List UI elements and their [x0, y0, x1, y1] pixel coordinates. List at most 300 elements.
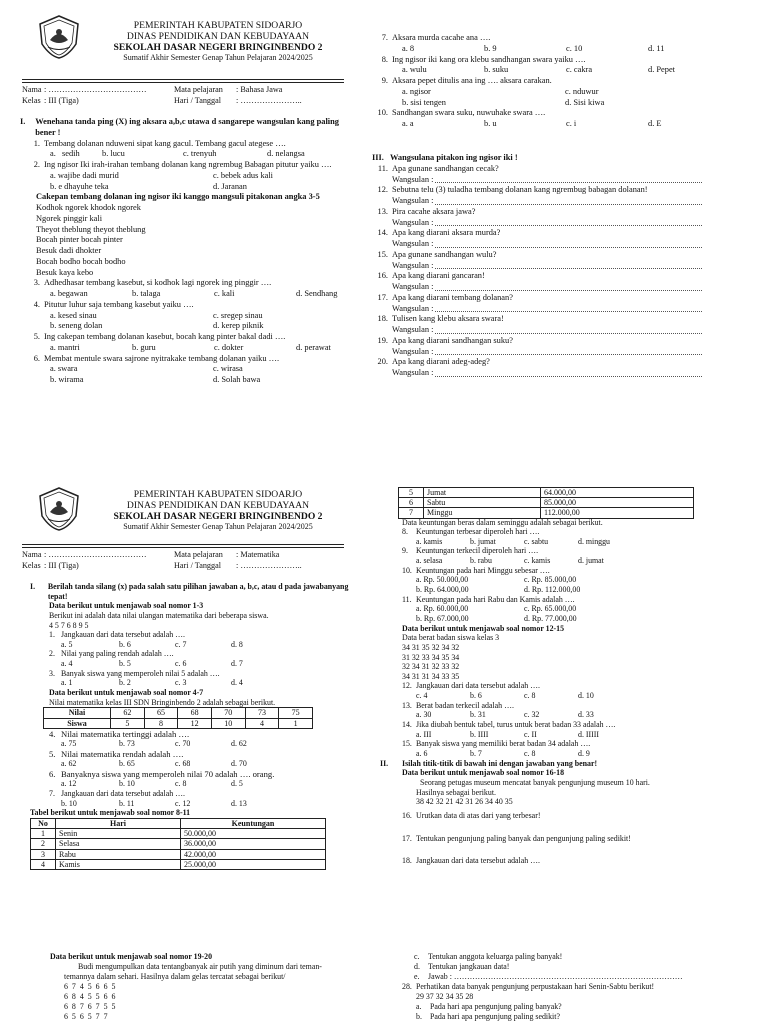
option-c[interactable]: c. trenyuh — [183, 149, 217, 159]
question-5: 5. Ing cakepan tembang dolanan kasebut, bocah kang pinter bakal dadi …. — [33, 332, 286, 341]
answer-line[interactable] — [372, 218, 702, 229]
table-cell: 7 — [399, 508, 424, 518]
option-b[interactable]: b. suku — [484, 65, 509, 75]
question-number: 17. — [377, 292, 388, 302]
answer-blank[interactable] — [435, 282, 702, 291]
essay-question — [372, 314, 702, 325]
option-c[interactable]: c. sabtu — [524, 536, 549, 546]
option-a[interactable]: a. begawan — [50, 289, 88, 298]
option-d[interactable]: d. jumat — [578, 556, 604, 566]
option-b[interactable]: b. 6 — [470, 691, 482, 701]
question-2: 2. Ing ngisor Iki irah-irahan tembang dolanan kang ngrembug Babagan pitutur yaiku …. — [33, 160, 332, 169]
option-d[interactable]: d. 11 — [648, 43, 665, 53]
table-row — [31, 849, 326, 859]
option-a[interactable]: a. a — [402, 119, 414, 128]
nama-label: Nama — [22, 550, 42, 559]
table-cell: 25.000,00 — [181, 859, 326, 869]
question-text: Jangkauan dari data tersebut adalah …. — [416, 681, 541, 691]
lyrics-block — [20, 203, 350, 278]
table-header: No — [31, 819, 56, 829]
lyric-line: Bocah pinter bocah pinter — [36, 235, 123, 245]
lyric-line: Theyot theblung theyot theblung — [36, 224, 146, 234]
question-number: 13. — [377, 206, 388, 216]
option-b[interactable]: b. 65 — [119, 759, 135, 769]
table-cell: 4 — [245, 718, 279, 728]
question-3: 3. Adhedhasar tembang kasebut, si kodhok lagi ngorek ing pinggir …. — [33, 278, 272, 288]
option-c[interactable]: c. dokter — [214, 342, 244, 352]
option-c[interactable]: c. cakra — [566, 65, 593, 75]
question-text: Keuntungan pada hari Minggu sebesar …. — [416, 565, 550, 575]
option-b[interactable]: b. 6 — [119, 639, 131, 649]
option-a[interactable]: a. 12 — [61, 779, 77, 789]
option-a[interactable]: a. mantri — [50, 342, 80, 352]
option-a[interactable]: a. Rp. 60.000,00 — [416, 604, 469, 614]
option-d[interactable]: d. Rp. 112.000,00 — [524, 585, 581, 595]
question-text: Tembang dolanan nduweni sipat kang gacul. Tembang gacul ategese …. — [44, 138, 286, 148]
data-values: 31 32 33 34 35 34 — [402, 652, 460, 662]
data-description: temannya dalam sehari. Hasilnya dalam gelas tercatat sebagai berikut/ — [64, 971, 286, 981]
option-c[interactable]: c. kamis — [524, 556, 551, 566]
option-a[interactable]: a. Rp. 50.000,00 — [416, 575, 469, 585]
question-text: Aksara murda cacahe ana …. — [392, 33, 491, 42]
option-a[interactable]: a. 4 — [61, 659, 73, 669]
option-b[interactable]: b. Rp. 67.000,00 — [416, 613, 469, 623]
data-description: Data berat badan siswa kelas 3 — [402, 633, 500, 643]
question-10: 10. Sandhangan swara suku, nuwuhake swara …. — [377, 108, 546, 118]
option-c[interactable]: c. 8 — [524, 691, 536, 701]
data-description: Seorang petugas museum mencatat banyak pengunjung museum 10 hari. — [420, 777, 650, 787]
table-cell: 85.000,00 — [541, 498, 694, 508]
option-b[interactable]: b. 2 — [119, 678, 131, 688]
question-7: 7. Jangkauan dari data tersebut adalah …. — [49, 789, 186, 799]
option-d[interactable]: d. Sisi kiwa — [565, 97, 605, 107]
option-d[interactable]: d. Solah bawa — [213, 375, 261, 384]
question-7-options — [372, 44, 702, 55]
option-c[interactable]: c. 6 — [175, 659, 187, 669]
lyric-line: Kodhok ngorek khodok ngorek — [36, 203, 141, 212]
question-text: Jangkauan dari data tersebut adalah …. — [416, 856, 541, 866]
option-b[interactable]: b. 7 — [470, 748, 482, 758]
school-header — [98, 20, 338, 63]
data-values: 34 31 31 34 33 35 — [402, 671, 460, 681]
table-cell: 5 — [111, 718, 145, 728]
question-7: 7. Aksara murda cacahe ana …. — [381, 33, 491, 42]
data-description: Hasilnya sebagai berikut. — [416, 787, 496, 797]
option-c[interactable]: c. bebek adus kali — [213, 170, 273, 180]
option-d[interactable]: d. Rp. 77.000,00 — [524, 613, 577, 623]
item-d: d. Tentukan jangkauan data! — [414, 961, 510, 971]
question-text: Aksara pepet ditulis ana ing …. aksara carakan. — [392, 76, 552, 85]
answer-blank[interactable] — [435, 239, 702, 248]
option-b[interactable]: b. IIII — [470, 729, 489, 739]
header-line-4: Sumatif Akhir Semester Genap Tahun Pelajaran 2024/2025 — [123, 522, 313, 532]
question-number: 16. — [377, 271, 388, 281]
table-cell: 2 — [31, 839, 56, 849]
question-12: 12. Jangkauan dari data tersebut adalah …. — [402, 681, 541, 691]
header-line-2: DINAS PENDIDIKAN DAN KEBUDAYAAN — [126, 31, 310, 43]
question-7-options — [49, 799, 350, 809]
item-a: a. Pada hari apa pengunjung paling banyak? — [416, 1001, 562, 1011]
question-text: Nilai matematika rendah adalah …. — [61, 748, 184, 759]
option-d[interactable]: d. 62 — [231, 739, 247, 749]
data-values: 29 37 32 34 35 28 — [416, 991, 474, 1001]
answer-line[interactable] — [372, 175, 702, 186]
option-a[interactable]: a. III — [416, 729, 432, 739]
data-description: Nilai matematika kelas III SDN Bringinbendo 2 adalah sebagai berikut. — [49, 697, 276, 707]
answer-line[interactable] — [372, 368, 702, 379]
table-cell: Kamis — [56, 859, 181, 869]
option-b[interactable]: b. 11 — [119, 798, 135, 808]
page1-left-column — [20, 117, 350, 386]
section-number: I. — [20, 117, 26, 126]
header-rule-thin — [22, 547, 344, 548]
answer-label: Wangsulan : — [392, 174, 434, 184]
option-b[interactable]: b. 9 — [484, 43, 497, 53]
option-d[interactable]: d. 13 — [231, 798, 247, 808]
table-cell: 68 — [178, 708, 212, 718]
essay-question — [372, 293, 702, 304]
hari-field[interactable]: : ………………….. — [236, 95, 302, 105]
table-cell: 73 — [245, 708, 279, 718]
option-b[interactable]: b. lucu — [102, 149, 125, 159]
question-9: 9. Keuntungan terkecil diperoleh hari …. — [402, 546, 539, 556]
table-cell: Minggu — [424, 508, 541, 518]
option-a[interactable]: a. kesed sinau — [50, 310, 97, 320]
option-b[interactable]: b. Rp. 64.000,00 — [416, 585, 469, 595]
table-cell: Selasa — [56, 839, 181, 849]
section-heading — [30, 582, 350, 601]
question-1-options — [49, 640, 350, 650]
option-b[interactable]: b. rabu — [470, 556, 492, 566]
answer-line[interactable] — [372, 282, 702, 293]
question-10: 10. Keuntungan pada hari Minggu sebesar …. — [402, 565, 550, 575]
option-a[interactable]: a. selasa — [416, 556, 443, 566]
question-5-options — [20, 343, 350, 354]
question-text: Tentukan pengunjung paling banyak dan pengunjung paling sedikit! — [416, 834, 631, 844]
item-b: b. Pada hari apa pengunjung paling sedikit? — [416, 1011, 560, 1021]
question-11: 11. Keuntungan pada hari Rabu dan Kamis adalah …. — [402, 594, 575, 604]
question-4-options-row2 — [20, 321, 350, 332]
option-c[interactable]: c. 8 — [175, 779, 187, 789]
table-cell: Sabtu — [424, 498, 541, 508]
nama-field[interactable]: : ……………………………… — [44, 550, 147, 559]
hari-field[interactable]: : ………………….. — [236, 560, 302, 570]
question-text: Keuntungan terbesar diperoleh hari …. — [416, 527, 540, 537]
lyrics-instruction: Cakepan tembang dolanan ing ngisor iki kanggo mangsuli pitakonan angka 3-5 — [36, 192, 320, 202]
option-d[interactable]: d. 33 — [578, 710, 594, 720]
table-header: Siswa — [44, 718, 111, 728]
option-c[interactable]: c. 7 — [175, 639, 187, 649]
header-rule — [22, 544, 344, 545]
option-c[interactable]: c. 70 — [175, 739, 191, 749]
table-row — [31, 839, 326, 849]
section-heading — [20, 117, 350, 139]
header-rule-thin — [22, 82, 344, 83]
option-d[interactable]: d. 7 — [231, 659, 243, 669]
option-c[interactable]: c. 68 — [175, 759, 191, 769]
option-c[interactable]: c. 8 — [524, 748, 536, 758]
student-info-1 — [22, 85, 352, 106]
table-title: Tabel berikut untuk menjawab soal nomor 8-11 — [30, 808, 191, 818]
question-text: Tentukan jangkauan data! — [428, 961, 510, 971]
option-c[interactable]: c. Rp. 65.000,00 — [524, 604, 577, 614]
option-d[interactable]: d. nelangsa — [267, 149, 305, 159]
question-10-options — [372, 119, 702, 130]
question-text: Apa gunane sandhangan cecak? — [392, 163, 499, 173]
question-text: Sandhangan swara suku, nuwuhake swara …. — [392, 108, 546, 118]
question-text: Tentukan anggota keluarga paling banyak! — [428, 952, 563, 961]
option-d[interactable]: d. E — [648, 119, 662, 128]
option-b[interactable]: b. 31 — [470, 710, 486, 720]
question-text: Jangkauan dari data tersebut adalah …. — [61, 789, 186, 799]
question-1: 1. Jangkauan dari data tersebut adalah …. — [49, 630, 186, 640]
table-cell: 4 — [31, 859, 56, 869]
question-4-options — [49, 739, 350, 749]
option-c[interactable]: c. kali — [214, 289, 235, 298]
mapel-value: : Bahasa Jawa — [236, 85, 283, 94]
option-a[interactable]: a. 5 — [61, 639, 73, 649]
page2-right-column — [380, 487, 700, 866]
data-description: Budi mengumpulkan data tentangbanyak air putih yang diminum dari teman- — [78, 961, 322, 971]
option-d[interactable]: d. perawat — [296, 342, 331, 352]
option-b[interactable]: b. 5 — [119, 659, 131, 669]
page1-right-column — [372, 33, 702, 130]
option-a[interactable]: sedih — [62, 149, 80, 159]
question-11-options-row1 — [402, 604, 700, 614]
section-instructions: Berilah tanda silang (x) pada salah satu pilihan jawaban a, b,c, atau d pada jawabanyang tepat! — [47, 582, 349, 601]
option-a[interactable]: a. 75 — [61, 739, 77, 749]
section-heading — [372, 153, 702, 164]
option-a[interactable]: a. 1 — [61, 678, 73, 688]
question-13: 13. Berat badan terkecil adalah …. — [402, 700, 514, 710]
table-cell: Jumat — [424, 488, 541, 498]
option-a[interactable]: a. ngisor — [402, 86, 431, 96]
option-c[interactable]: c. 10 — [566, 43, 583, 53]
question-2-options — [49, 659, 350, 669]
answer-label: Wangsulan : — [392, 260, 434, 270]
lyric-line: Besuk dadi dhokter — [36, 246, 102, 255]
question-text: Pitutur luhur saja tembang kasebut yaiku …. — [44, 299, 194, 309]
question-text: Apa gunane sandhangan wulu? — [392, 249, 497, 259]
answer-blank[interactable] — [435, 325, 702, 334]
table-row — [31, 819, 326, 829]
essay-question — [372, 336, 702, 347]
option-b[interactable]: b. guru — [132, 342, 156, 352]
question-text: Ing ngisor Iki irah-irahan tembang dolanan kang ngrembug Babagan pitutur yaiku …. — [44, 160, 332, 169]
kelas-label: Kelas — [22, 560, 41, 570]
answer-blank[interactable] — [435, 175, 702, 184]
data-values: 34 31 35 32 34 32 — [402, 642, 460, 652]
question-number: 15. — [377, 249, 388, 259]
page3-left-column — [50, 952, 350, 1022]
option-b[interactable]: b. talaga — [132, 289, 161, 298]
option-c[interactable]: c. Rp. 85.000,00 — [524, 575, 577, 585]
option-d[interactable]: d. 10 — [578, 691, 594, 701]
header-line-4: Sumatif Akhir Semester Genap Tahun Pelajaran 2024/2025 — [123, 53, 313, 63]
option-b[interactable]: b. 73 — [119, 739, 135, 749]
data-title: Data berikut untuk menjawab soal nomor 4-7 — [49, 688, 204, 698]
question-8: 8. Ing ngisor iki kang ora klebu sandhangan swara yaiku …. — [381, 54, 586, 64]
question-2-options-row2 — [20, 182, 350, 193]
header-line-2: DINAS PENDIDIKAN DAN KEBUDAYAAN — [126, 500, 310, 512]
answer-line[interactable] — [372, 304, 702, 315]
essay-question — [372, 271, 702, 282]
question-5: 5. Nilai matematika rendah adalah …. — [49, 748, 184, 759]
answer-line[interactable] — [372, 325, 702, 336]
essay-question — [372, 185, 702, 196]
question-1: 1. Tembang dolanan nduweni sipat kang gacul. Tembang gacul ategese …. — [33, 138, 286, 148]
option-c[interactable]: c. 3 — [175, 678, 187, 688]
option-a[interactable]: a. wulu — [402, 65, 427, 75]
question-text: Banyak siswa yang memperoleh nilai 5 adalah …. — [61, 668, 220, 678]
section-instructions: Isilah titik-titik di bawah ini dengan jawaban yang benar! — [402, 758, 598, 768]
answer-blank[interactable] — [435, 196, 702, 205]
option-a[interactable]: a. wajibe dadi murid — [50, 170, 119, 180]
question-text: Ing cakepan tembang dolanan kasebut, bocah kang pinter bakal dadi …. — [44, 332, 286, 341]
answer-blank[interactable] — [435, 368, 702, 377]
option-b[interactable]: b. jumat — [470, 536, 496, 546]
header-rule — [22, 79, 344, 80]
question-4-options-row1 — [20, 311, 350, 322]
answer-blank[interactable] — [435, 304, 702, 313]
option-d[interactable]: d. IIIII — [578, 729, 600, 739]
question-6-options-row1 — [20, 364, 350, 375]
data-title: Data berikut untuk menjawab soal nomor 19-20 — [50, 952, 213, 961]
option-b[interactable]: b. 10 — [119, 779, 135, 789]
question-10-options-row1 — [402, 575, 700, 585]
essay-question — [372, 207, 702, 218]
section-instructions: Wangsulana pitakon ing ngisor iki ! — [390, 153, 518, 162]
answer-field[interactable]: Jawab : …………………………………………………………………………… — [428, 971, 683, 981]
table-row — [399, 498, 694, 508]
table-row — [44, 708, 313, 718]
option-d[interactable]: d. 5 — [231, 779, 243, 789]
question-text: Apa kang diarani adeg-adeg? — [392, 357, 490, 367]
page2-left-column — [30, 582, 350, 870]
option-d[interactable]: d. minggu — [578, 536, 611, 546]
hari-label: Hari / Tanggal — [174, 95, 222, 105]
keuntungan-table-continued — [398, 487, 694, 519]
table-cell: 42.000,00 — [181, 849, 326, 859]
data-values: 38 42 32 21 42 31 26 34 40 35 — [416, 797, 513, 807]
option-c[interactable]: c. II — [524, 729, 537, 739]
question-text: Perhatikan data banyak pengunjung perpustakaan hari Senin-Sabtu berikut! — [416, 981, 655, 991]
option-d[interactable]: d. 8 — [231, 639, 243, 649]
question-5-options — [49, 759, 350, 769]
answer-blank[interactable] — [435, 261, 702, 270]
question-1-options — [20, 149, 350, 160]
item-c: c. Tentukan anggota keluarga paling banyak! — [414, 952, 563, 961]
table-cell: 64.000,00 — [541, 488, 694, 498]
question-number: 19. — [377, 335, 388, 345]
question-15: 15. Banyak siswa yang memiliki berat badan 34 adalah …. — [402, 739, 591, 749]
answer-line[interactable] — [372, 261, 702, 272]
question-6: 6. Membat mentule swara sajrone nyitrakake tembang dolanan yaiku …. — [33, 353, 280, 363]
option-c[interactable]: c. nduwur — [565, 86, 599, 96]
nama-field[interactable]: : ……………………………… — [44, 85, 147, 94]
answer-line[interactable] — [372, 347, 702, 358]
option-c[interactable]: c. wirasa — [213, 364, 243, 374]
table-row — [44, 718, 313, 728]
option-a[interactable]: a. kamis — [416, 536, 443, 546]
option-b[interactable]: b. e dhayuhe teka — [50, 181, 109, 191]
question-text: Ing ngisor iki kang ora klebu sandhangan swara yaiku …. — [392, 54, 586, 64]
kelas-value: : III (Tiga) — [44, 560, 79, 570]
option-a[interactable]: a. 30 — [416, 710, 432, 720]
option-d[interactable]: d. 9 — [578, 748, 590, 758]
question-text: Pira cacahe aksara jawa? — [392, 206, 476, 216]
lyric-line: Bocah bodho bocah bodho — [36, 256, 126, 266]
option-d[interactable]: d. Pepet — [648, 65, 675, 75]
option-c[interactable]: c. 12 — [175, 798, 191, 808]
question-text: Pada hari apa pengunjung paling banyak? — [430, 1001, 562, 1011]
option-d[interactable]: d. 70 — [231, 759, 247, 769]
option-b[interactable]: b. sisi tengen — [402, 97, 446, 107]
mapel-value: : Matematika — [236, 550, 280, 559]
question-text: Apa kang diarani sandhangan suku? — [392, 335, 513, 345]
table-cell: 62 — [111, 708, 145, 718]
option-a[interactable]: a. swara — [50, 364, 78, 374]
question-9-options — [402, 556, 700, 566]
option-d[interactable]: d. kerep piknik — [213, 321, 264, 331]
table-cell: 1 — [279, 718, 313, 728]
question-9-options-row1 — [372, 87, 702, 98]
question-text: Adhedhasar tembang kasebut, si kodhok lagi ngorek ing pinggir …. — [44, 278, 272, 288]
option-b[interactable]: b. seneng dolan — [50, 321, 103, 331]
option-a[interactable]: a. 62 — [61, 759, 77, 769]
option-c[interactable]: c. 32 — [524, 710, 540, 720]
question-number: 14. — [377, 228, 388, 238]
answer-label: Wangsulan : — [392, 346, 434, 356]
answer-blank[interactable] — [435, 347, 702, 356]
essay-question — [372, 164, 702, 175]
question-18: 18. Jangkauan dari data tersebut adalah …. — [402, 856, 541, 866]
answer-label: Wangsulan : — [392, 282, 434, 291]
section-number: III. — [372, 153, 384, 162]
option-a[interactable]: a. 6 — [416, 748, 428, 758]
answer-line[interactable] — [372, 239, 702, 250]
option-a[interactable]: b. 10 — [61, 798, 77, 808]
option-d[interactable]: d. 4 — [231, 678, 243, 688]
answer-line[interactable] — [372, 196, 702, 207]
table-cell: 65 — [144, 708, 178, 718]
section-number: II. — [380, 758, 389, 768]
question-14-options — [402, 730, 700, 740]
nama-label: Nama — [22, 85, 42, 94]
question-4: 4. Nilai matematika tertinggi adalah …. — [49, 728, 190, 739]
keuntungan-table — [30, 818, 326, 870]
option-d[interactable]: d. Sendhang — [296, 289, 338, 298]
data-title: Data berikut untuk menjawab soal nomor 16-18 — [402, 768, 565, 778]
mapel-label: Mata pelajaran — [174, 85, 223, 94]
option-b[interactable]: b. u — [484, 119, 497, 128]
kelas-label: Kelas — [22, 95, 41, 105]
option-a[interactable]: c. 4 — [416, 691, 428, 701]
option-a[interactable]: a. 8 — [402, 43, 415, 53]
question-text: Nilai matematika tertinggi adalah …. — [61, 728, 190, 739]
essay-question — [372, 228, 702, 239]
answer-label: Wangsulan : — [392, 303, 434, 313]
option-c[interactable]: c. i — [566, 119, 577, 128]
question-28: 28. Perhatikan data banyak pengunjung perpustakaan hari Senin-Sabtu berikut! — [402, 981, 655, 991]
question-8: 8. Keuntungan terbesar diperoleh hari …. — [402, 527, 540, 537]
table-row — [31, 829, 326, 839]
option-b[interactable]: b. wirama — [50, 375, 84, 384]
answer-blank[interactable] — [435, 218, 702, 227]
option-d[interactable]: d. Jaranan — [213, 181, 247, 191]
table-cell: 75 — [279, 708, 313, 718]
option-c[interactable]: c. sregep sinau — [213, 310, 263, 320]
